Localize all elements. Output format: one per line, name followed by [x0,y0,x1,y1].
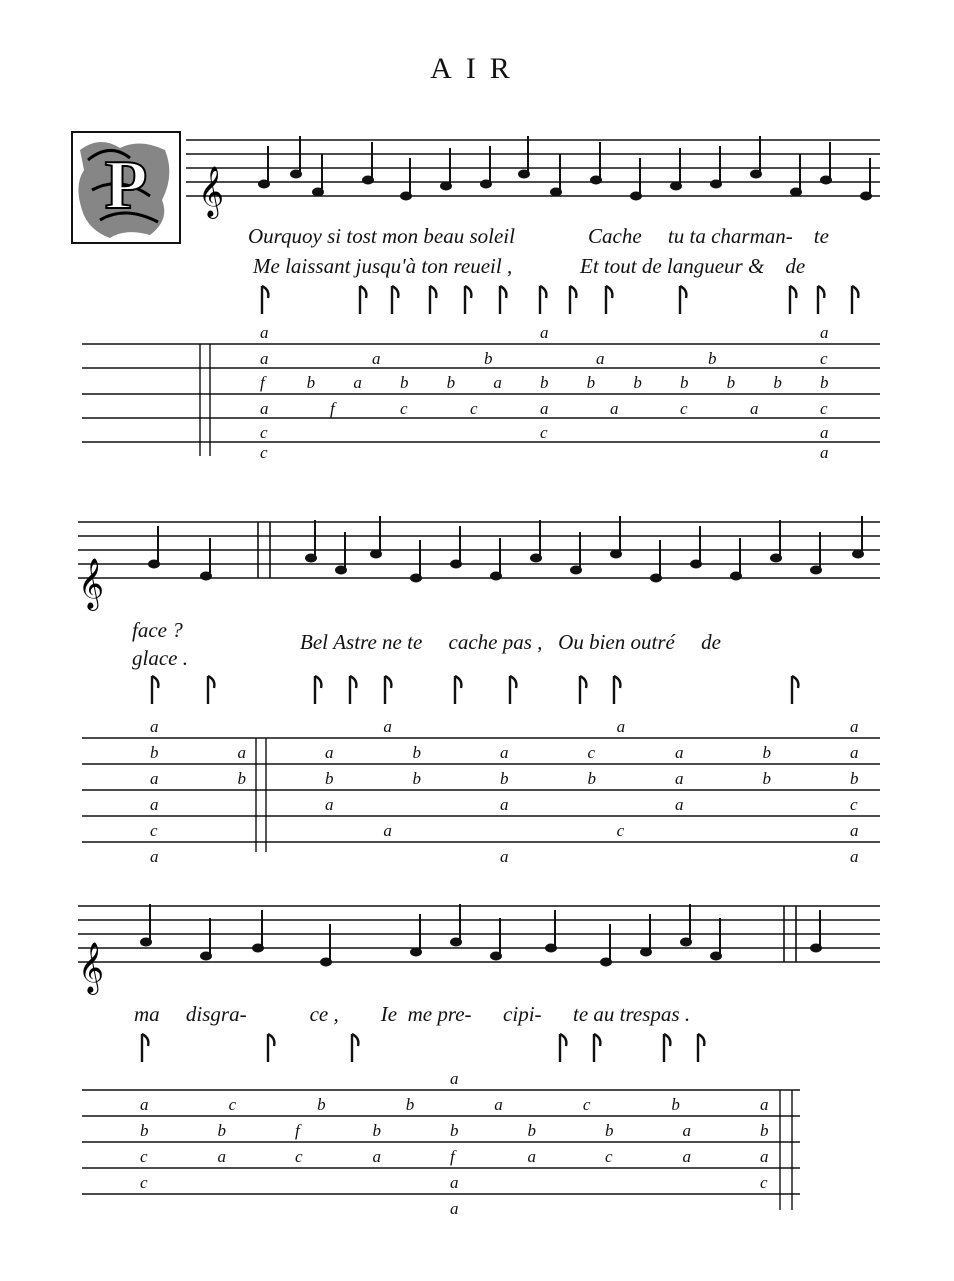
tablature-system-3 [0,1070,954,1230]
tab-letter: b [217,1121,226,1140]
note-head [201,573,211,580]
tab-letter: a [353,373,362,392]
tab-letter: a [372,1147,381,1166]
tab-letter: a [150,795,159,814]
tab-letter: a [450,1173,459,1192]
note-head [441,183,451,190]
staff-system-1 [0,128,954,228]
lyric-line-1a: Ourquoy si tost mon beau soleil [248,224,515,248]
note-head [791,189,801,196]
tab-letter: b [484,349,493,368]
note-head [641,949,651,956]
clef-icon: 𝄞 [78,558,105,609]
tab-letter: a [500,847,509,866]
tab-letter: a [150,717,159,736]
tab-letter: b [446,373,456,392]
tab-letter: a [383,821,392,840]
tab-letter: a [260,323,269,342]
tab-letter: b [671,1095,680,1114]
lyric-line-1a-2: Cache tu ta charman- te [588,224,829,248]
tab-letter: b [680,373,689,392]
note-head [811,567,821,574]
tab-letter: a [820,423,829,442]
clef-icon: 𝄞 [198,166,225,217]
tab-letter: c [260,443,268,462]
tab-letter: a [325,743,334,762]
note-head [363,177,373,184]
note-head [531,555,541,562]
tab-letter: b [587,769,596,788]
tab-letter: f [330,399,335,418]
note-head [491,573,501,580]
tab-letter: c [605,1147,613,1166]
tab-letter: a [850,743,859,762]
note-head [691,561,701,568]
tab-letter: c [140,1147,148,1166]
note-head [336,567,346,574]
note-head [551,189,561,196]
tab-letter: b [773,373,782,392]
tab-letter: a [500,743,509,762]
tab-letter: b [412,769,421,788]
note-head [491,953,501,960]
tab-letter: a [682,1147,691,1166]
rhythm-flags-2 [0,672,954,712]
staff-system-3 [0,894,954,994]
note-head [771,555,781,562]
tab-letter: c [616,821,625,840]
tab-letter: a [150,769,159,788]
tab-letter: a [850,847,859,866]
tab-letter: a [540,323,549,342]
tab-letter: f [450,1147,455,1166]
note-head [411,949,421,956]
page-title: AIR [430,52,524,85]
tab-letter: a [540,399,549,418]
note-head [291,171,301,178]
tab-letter: c [760,1173,768,1192]
svg-text:P: P [104,147,148,224]
tab-letter: c [680,399,688,418]
tab-letter: b [633,373,642,392]
tab-letter: b [405,1095,415,1114]
tab-letter: c [295,1147,303,1166]
tab-letter: a [450,1199,459,1218]
tab-letter: c [260,423,268,442]
tab-letter: a [325,795,334,814]
tab-letter: a [616,717,626,736]
note-head [711,181,721,188]
lyric-line-2c: Bel Astre ne te cache pas , Ou bien outré de [300,630,721,654]
tab-letter: a [850,821,859,840]
tab-letter: a [260,399,269,418]
tab-letter: a [850,717,859,736]
tab-letter: f [295,1121,300,1140]
note-head [401,193,411,200]
note-head [371,551,381,558]
tab-letter: a [675,743,684,762]
tab-letter: b [500,769,509,788]
tab-letter: c [228,1095,237,1114]
tab-letter: a [237,743,246,762]
tab-letter: a [217,1147,226,1166]
note-head [451,939,461,946]
clef-icon: 𝄞 [78,942,105,993]
note-head [411,575,421,582]
tab-letter: b [450,1121,459,1140]
tab-letter: a [450,1069,459,1088]
lyric-line-1b: Me laissant jusqu'à ton reueil , [253,254,513,278]
note-head [313,189,323,196]
note-head [546,945,556,952]
tab-letter: a [682,1121,691,1140]
tab-letter: a [493,373,502,392]
note-head [853,551,863,558]
note-head [451,561,461,568]
tab-letter: b [306,373,316,392]
note-head [306,555,316,562]
note-head [321,959,331,966]
note-head [751,171,761,178]
tab-letter: c [820,349,828,368]
tab-letter: b [400,373,409,392]
note-head [811,945,821,952]
tab-letter: b [762,769,771,788]
tab-letter: c [820,399,828,418]
tab-letter: a [494,1095,503,1114]
lyric-line-3: ma disgra- ce , Ie me pre- cipi- te au trespas . [134,1002,691,1026]
note-head [481,181,491,188]
tab-letter: c [470,399,478,418]
note-head [651,575,661,582]
note-head [711,953,721,960]
tab-letter: b [237,769,246,788]
note-head [201,953,211,960]
note-head [821,177,831,184]
rhythm-flags-3 [0,1030,954,1070]
lyric-line-2b: glace . [132,646,188,670]
note-head [141,939,151,946]
tab-letter: a [372,349,381,368]
tab-letter: b [850,769,859,788]
note-head [259,181,269,188]
tab-letter: a [260,349,269,368]
tab-letter: a [140,1095,149,1114]
tab-letter: a [820,323,829,342]
tab-letter: c [850,795,858,814]
note-head [571,567,581,574]
tab-letter: a [750,399,759,418]
tab-letter: b [605,1121,614,1140]
tab-letter: b [820,373,829,392]
tab-letter: b [140,1121,149,1140]
tab-letter: a [610,399,619,418]
tab-letter: b [762,743,771,762]
tab-letter: b [726,373,736,392]
tab-letter: a [675,769,684,788]
tab-letter: c [540,423,548,442]
note-head [253,945,263,952]
note-head [631,193,641,200]
tab-letter: b [325,769,334,788]
tab-letter: a [760,1147,769,1166]
tab-letter: a [675,795,684,814]
tab-letter: b [586,373,596,392]
tab-letter: c [587,743,596,762]
tab-letter: a [150,847,159,866]
tab-letter: b [150,743,159,762]
note-head [611,551,621,558]
tab-letter: a [500,795,509,814]
note-head [681,939,691,946]
tab-letter: b [540,373,549,392]
lyric-line-2a: face ? [132,618,183,642]
note-head [591,177,601,184]
tab-letter: b [412,743,421,762]
tab-letter: a [596,349,605,368]
tab-letter: c [140,1173,148,1192]
tab-letter: c [400,399,408,418]
tab-letter: a [527,1147,536,1166]
tab-letter: a [760,1095,769,1114]
note-head [731,573,741,580]
note-head [519,171,529,178]
tab-letter: b [372,1121,381,1140]
note-head [149,561,159,568]
tab-letter: a [383,717,392,736]
tab-letter: b [708,349,717,368]
tablature-system-1 [0,320,954,470]
tablature-system-2 [0,712,954,882]
tab-letter: c [150,821,158,840]
lyric-line-1b-2: Et tout de langueur & de [580,254,806,278]
note-head [671,183,681,190]
staff-system-2 [0,510,954,610]
tab-letter: f [260,373,265,392]
tab-letter: b [527,1121,536,1140]
rhythm-flags-1 [0,282,954,322]
tab-letter: c [582,1095,591,1114]
tab-letter: b [317,1095,326,1114]
tab-letter: b [760,1121,769,1140]
note-head [601,959,611,966]
note-head [861,193,871,200]
tab-letter: a [820,443,829,462]
